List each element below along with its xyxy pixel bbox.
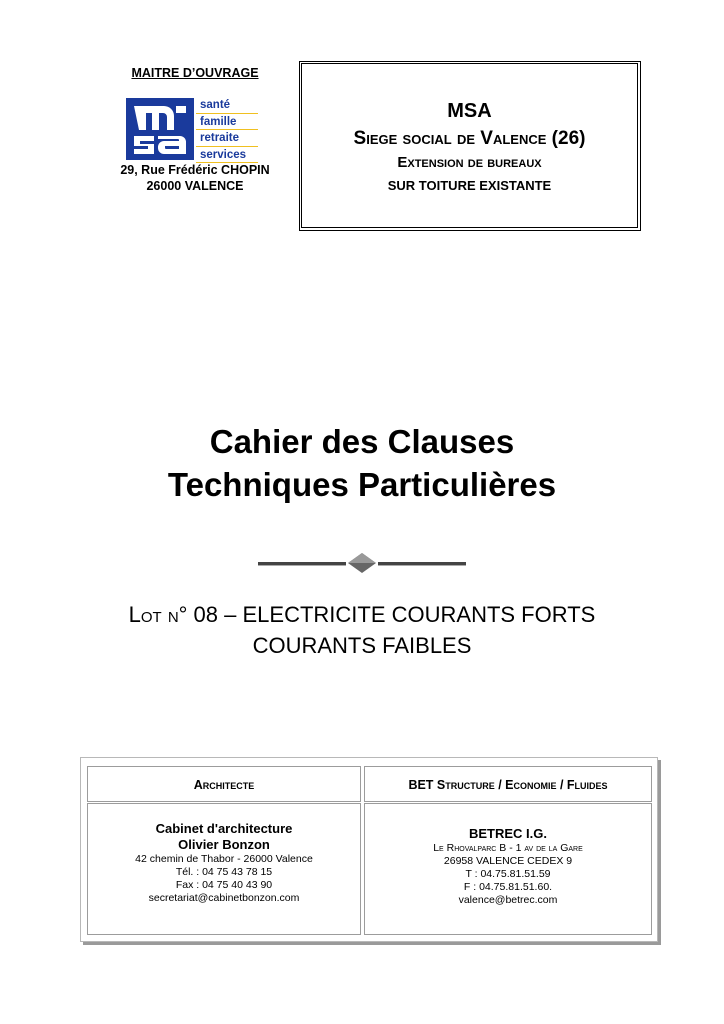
bet-header: BET Structure / Economie / Fluides (364, 766, 652, 802)
msa-logo (126, 98, 258, 160)
architect-email: secretariat@cabinetbonzon.com (148, 892, 300, 904)
msa-logo-mark (126, 98, 194, 160)
document-title (0, 420, 724, 506)
project-box (299, 61, 641, 231)
project-title: MSA (447, 100, 492, 122)
bet-email: valence@betrec.com (458, 894, 558, 906)
architect-name1: Cabinet d'architecture (155, 821, 293, 836)
lot-heading (0, 599, 724, 661)
logo-word: famille (196, 115, 258, 131)
architect-address: 42 chemin de Thabor - 26000 Valence (135, 853, 313, 865)
document-title-line2: Techniques Particulières (167, 466, 557, 503)
bet-cell (364, 803, 652, 935)
lot-line2: COURANTS FAIBLES (252, 633, 472, 658)
architect-name2: Olivier Bonzon (178, 837, 270, 852)
msa-logo-words (196, 98, 258, 164)
architect-header: Architecte (87, 766, 361, 802)
project-line1: Siege social de Valence (26) (353, 128, 586, 149)
project-line2: Extension de bureaux (397, 154, 542, 171)
owner-address (100, 162, 290, 194)
owner-label: MAITRE D’OUVRAGE (131, 66, 259, 80)
lot-line1: Lot n° 08 – ELECTRICITE COURANTS FORTS (128, 602, 596, 627)
owner-address-line1: 29, Rue Frédéric CHOPIN (120, 163, 270, 177)
logo-word: services (196, 148, 258, 164)
bet-tel: T : 04.75.81.51.59 (465, 868, 551, 880)
logo-word: retraite (196, 131, 258, 147)
architect-tel: Tél. : 04 75 43 78 15 (175, 866, 273, 878)
architect-fax: Fax : 04 75 40 43 90 (175, 879, 273, 891)
divider-ornament (258, 551, 466, 575)
bet-fax: F : 04.75.81.51.60. (463, 881, 553, 893)
bet-address1: Le Rhovalparc B - 1 av de la Gare (433, 842, 583, 854)
contacts-table (80, 757, 658, 942)
bet-name: BETREC I.G. (468, 826, 547, 841)
document-title-line1: Cahier des Clauses (209, 423, 515, 460)
bet-address2: 26958 VALENCE CEDEX 9 (443, 855, 573, 867)
logo-word: santé (196, 98, 258, 114)
owner-address-line2: 26000 VALENCE (146, 179, 244, 193)
architect-cell (87, 803, 361, 935)
project-line3: SUR TOITURE EXISTANTE (387, 178, 552, 193)
